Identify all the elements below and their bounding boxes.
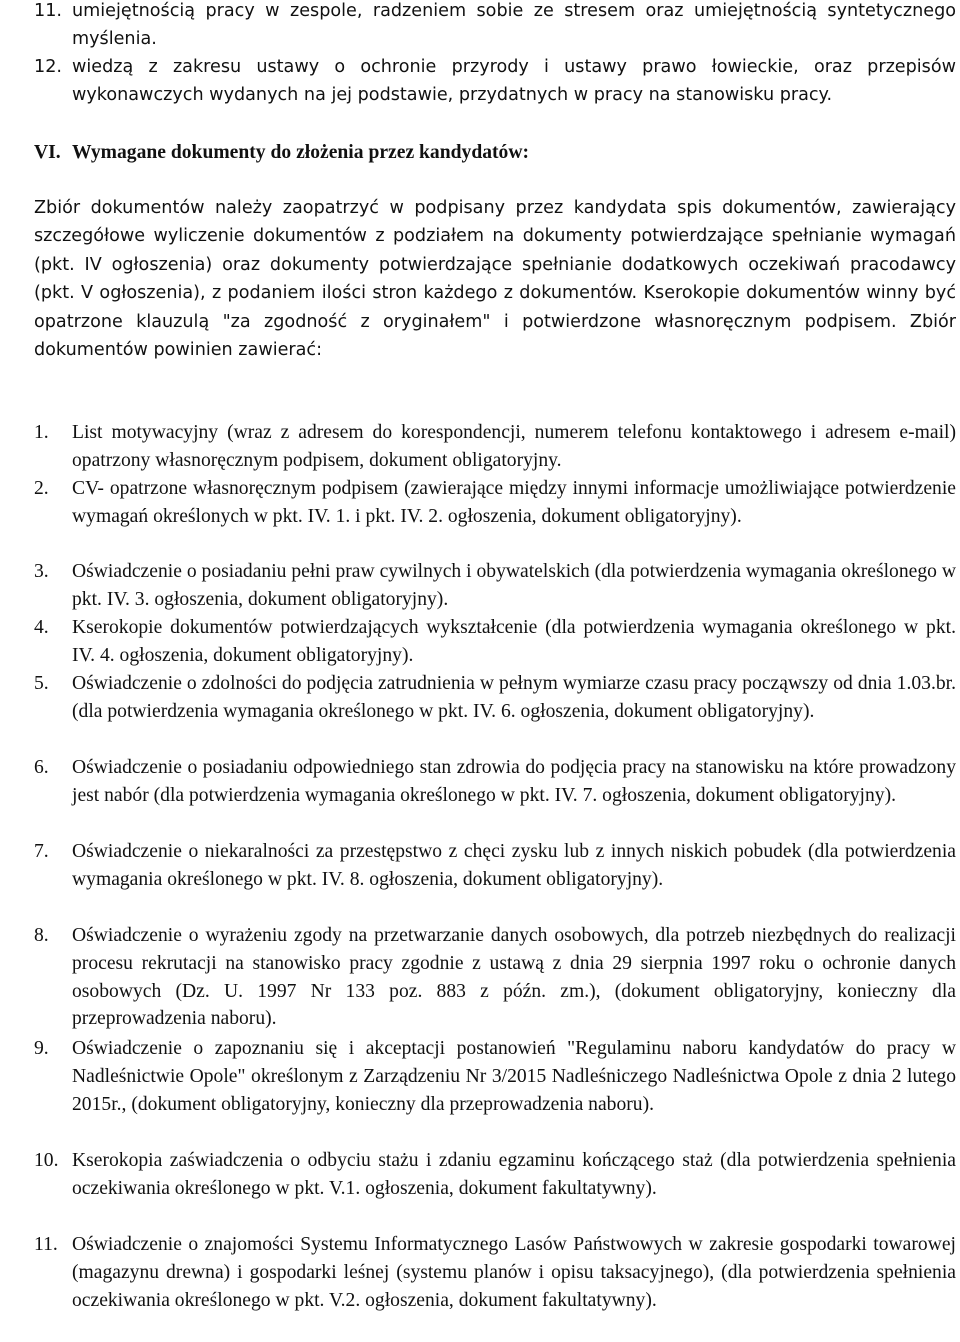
section-heading	[34, 139, 934, 166]
list-number: 3.	[34, 561, 49, 582]
list-number: 5.	[34, 673, 49, 694]
list-number: 7.	[34, 841, 49, 862]
list-text: Oświadczenie o niekaralności za przestępstwo z chęci zysku lub z innych niskich pobudek (dla potwierdzenia wymagania określonego w pkt. IV. 8. ogłoszenia, dokument obligatoryjny).	[72, 841, 956, 890]
document-item-9	[34, 1035, 956, 1118]
document-item-5	[34, 670, 956, 726]
list-text: Oświadczenie o znajomości Systemu Informatycznego Lasów Państwowych w zakresie gospodarki towarowej (magazynu drewna) i gospodarki leśnej (systemu planów i opisu taksacyjnego), (dla potwierdzenia spełnienia oczekiwania określonego w pkt. V.2. ogłoszenia, dokument fakultatywny).	[72, 1234, 956, 1311]
requirement-item-12	[34, 53, 956, 110]
document-item-11	[34, 1231, 956, 1314]
list-text: Oświadczenie o posiadaniu odpowiedniego stan zdrowia do podjęcia pracy na stanowisku na które prowadzony jest nabór (dla potwierdzenia wymagania określonego w pkt. IV. 7. ogłoszenia, dokument obligatoryjny).	[72, 757, 956, 806]
document-item-10	[34, 1147, 956, 1203]
list-text: Oświadczenie o posiadaniu pełni praw cywilnych i obywatelskich (dla potwierdzenia wymagania określonego w pkt. IV. 3. ogłoszenia, dokument obligatoryjny).	[72, 561, 956, 610]
document-item-6	[34, 754, 956, 810]
list-number: 1.	[34, 422, 49, 443]
document-item-4	[34, 614, 956, 670]
document-item-3	[34, 558, 956, 614]
list-number: 8.	[34, 925, 49, 946]
list-text: Kserokopia zaświadczenia o odbyciu stażu i zdaniu egzaminu kończącego staż (dla potwierdzenia spełnienia oczekiwania określonego w pkt. V.1. ogłoszenia, dokument fakultatywny).	[72, 1150, 956, 1199]
list-text: Oświadczenie o zdolności do podjęcia zatrudnienia w pełnym wymiarze czasu pracy począwszy od dnia 1.03.br. (dla potwierdzenia wymagania określonego w pkt. IV. 6. ogłoszenia, dokument obligatoryjny).	[72, 673, 956, 722]
list-number: 2.	[34, 478, 49, 499]
document-item-8	[34, 922, 956, 1033]
list-text: Oświadczenie o wyrażeniu zgody na przetwarzanie danych osobowych, dla potrzeb niezbędnych do realizacji procesu rekrutacji na stanowisko pracy zgodnie z ustawą z dnia 29 sierpnia 1997 roku o ochronie danych osobowych (Dz. U. 1997 Nr 133 poz. 883 z późn. zm.), (dokument obligatoryjny, konieczny dla przeprowadzenia naboru).	[72, 925, 956, 1030]
list-text: umiejętnością pracy w zespole, radzeniem sobie ze stresem oraz umiejętnością syntetycznego myślenia.	[72, 1, 956, 50]
document-item-1	[34, 419, 956, 475]
section-number: VI.	[34, 142, 61, 163]
list-number: 9.	[34, 1038, 49, 1059]
requirement-item-11	[34, 0, 956, 54]
list-text: Oświadczenie o zapoznaniu się i akceptacji postanowień "Regulaminu naboru kandydatów do pracy w Nadleśnictwie Opole" określonym z Zarządzeniu Nr 3/2015 Nadleśniczego Nadleśnictwa Opole z dnia 2 lutego 2015r., (dokument obligatoryjny, konieczny dla przeprowadzenia naboru).	[72, 1038, 956, 1115]
list-number: 11.	[34, 1, 62, 21]
list-text: List motywacyjny (wraz z adresem do korespondencji, numerem telefonu kontaktowego i adresem e-mail) opatrzony własnoręcznym podpisem, dokument obligatoryjny.	[72, 422, 956, 471]
document-item-2	[34, 475, 956, 531]
list-text: CV- opatrzone własnoręcznym podpisem (zawierające między innymi informacje umożliwiające potwierdzenie wymagań określonych w pkt. IV. 1. i pkt. IV. 2. ogłoszenia, dokument obligatoryjny).	[72, 478, 956, 527]
document-item-7	[34, 838, 956, 894]
list-number: 12.	[34, 57, 62, 77]
intro-paragraph: Zbiór dokumentów należy zaopatrzyć w podpisany przez kandydata spis dokumentów, zawierający szczegółowe wyliczenie dokumentów z podziałem na dokumenty potwierdzające spełnianie wymagań (pkt. IV ogłoszenia) oraz dokumenty potwierdzające spełnianie dodatkowych oczekiwań pracodawcy (pkt. V ogłoszenia), z podaniem ilości stron każdego z dokumentów. Kserokopie dokumentów winny być opatrzone klauzulą "za zgodność z oryginałem" i potwierdzone własnoręcznym podpisem. Zbiór dokumentów powinien zawierać:	[34, 198, 956, 361]
list-number: 11.	[34, 1234, 58, 1255]
list-number: 4.	[34, 617, 49, 638]
section-title: Wymagane dokumenty do złożenia przez kandydatów:	[72, 142, 530, 163]
list-text: wiedzą z zakresu ustawy o ochronie przyrody i ustawy prawo łowieckie, oraz przepisów wykonawczych wydanych na jej podstawie, przydatnych w pracy na stanowisku pracy.	[72, 57, 956, 106]
list-number: 6.	[34, 757, 49, 778]
list-number: 10.	[34, 1150, 59, 1171]
list-text: Kserokopie dokumentów potwierdzających wykształcenie (dla potwierdzenia wymagania określonego w pkt. IV. 4. ogłoszenia, dokument obligatoryjny).	[72, 617, 956, 666]
